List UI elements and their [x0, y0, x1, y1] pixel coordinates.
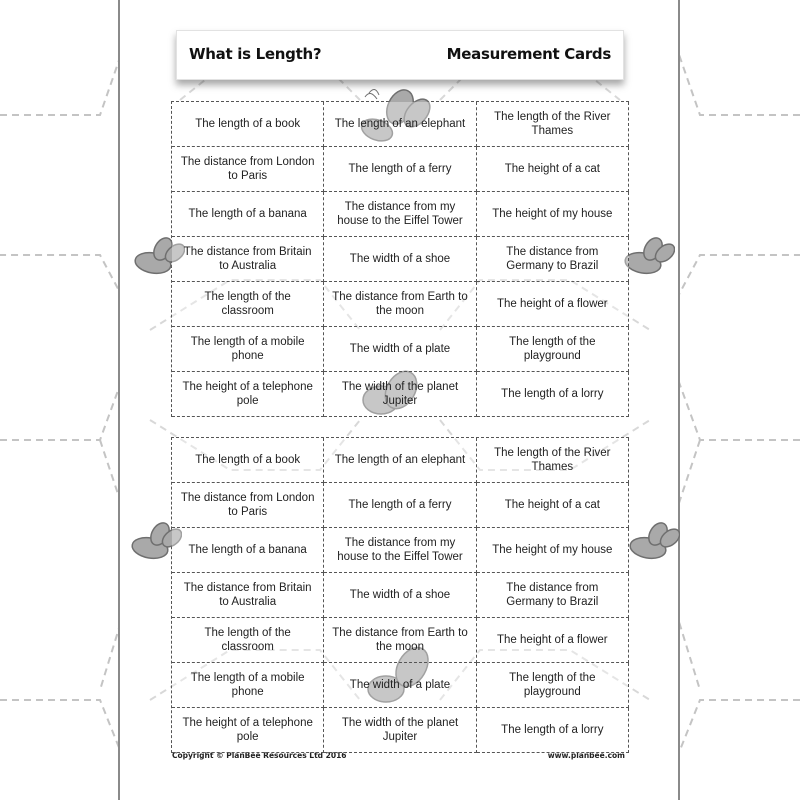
measurement-card: The length of a mobile phone — [172, 663, 324, 708]
measurement-card: The distance from my house to the Eiffel Tower — [324, 528, 476, 573]
measurement-card: The height of a flower — [477, 282, 629, 327]
measurement-card: The distance from London to Paris — [172, 483, 324, 528]
measurement-card: The distance from Germany to Brazil — [477, 573, 629, 618]
measurement-card: The length of a ferry — [324, 483, 476, 528]
worksheet-title: What is Length? — [189, 45, 322, 63]
measurement-card: The length of the River Thames — [477, 102, 629, 147]
measurement-card: The width of a plate — [324, 327, 476, 372]
measurement-card: The height of my house — [477, 192, 629, 237]
measurement-card: The length of a book — [172, 438, 324, 483]
measurement-card: The width of a shoe — [324, 237, 476, 282]
measurement-card: The length of the classroom — [172, 618, 324, 663]
measurement-card: The length of a mobile phone — [172, 327, 324, 372]
website-link[interactable]: www.planbee.com — [547, 751, 625, 760]
measurement-card: The length of a banana — [172, 528, 324, 573]
measurement-card: The distance from Earth to the moon — [324, 618, 476, 663]
measurement-card: The height of my house — [477, 528, 629, 573]
measurement-card: The distance from Britain to Australia — [172, 573, 324, 618]
measurement-card: The height of a flower — [477, 618, 629, 663]
measurement-card: The length of an elephant — [324, 438, 476, 483]
measurement-card: The width of a shoe — [324, 573, 476, 618]
copyright-text: Copyright © PlanBee Resources Ltd 2016 — [172, 751, 347, 760]
measurement-card: The length of an elephant — [324, 102, 476, 147]
measurement-card: The distance from Britain to Australia — [172, 237, 324, 282]
measurement-card: The length of the playground — [477, 663, 629, 708]
card-set-1 — [171, 101, 629, 417]
measurement-card: The width of the planet Jupiter — [324, 372, 476, 417]
measurement-card: The distance from my house to the Eiffel Tower — [324, 192, 476, 237]
worksheet-subtitle: Measurement Cards — [446, 45, 611, 63]
measurement-card: The distance from Earth to the moon — [324, 282, 476, 327]
measurement-card: The length of a ferry — [324, 147, 476, 192]
measurement-card: The length of a book — [172, 102, 324, 147]
measurement-card: The length of the playground — [477, 327, 629, 372]
measurement-card: The length of a lorry — [477, 372, 629, 417]
bee-icon — [620, 520, 680, 565]
measurement-card: The width of a plate — [324, 663, 476, 708]
measurement-card: The width of the planet Jupiter — [324, 708, 476, 753]
measurement-card: The height of a cat — [477, 147, 629, 192]
measurement-card: The length of a lorry — [477, 708, 629, 753]
measurement-card: The length of the classroom — [172, 282, 324, 327]
measurement-card: The height of a telephone pole — [172, 708, 324, 753]
measurement-card: The height of a telephone pole — [172, 372, 324, 417]
measurement-card: The length of the River Thames — [477, 438, 629, 483]
card-set-2 — [171, 437, 629, 753]
measurement-card: The distance from London to Paris — [172, 147, 324, 192]
header-banner — [176, 30, 624, 80]
measurement-card: The height of a cat — [477, 483, 629, 528]
measurement-card: The distance from Germany to Brazil — [477, 237, 629, 282]
measurement-card: The length of a banana — [172, 192, 324, 237]
